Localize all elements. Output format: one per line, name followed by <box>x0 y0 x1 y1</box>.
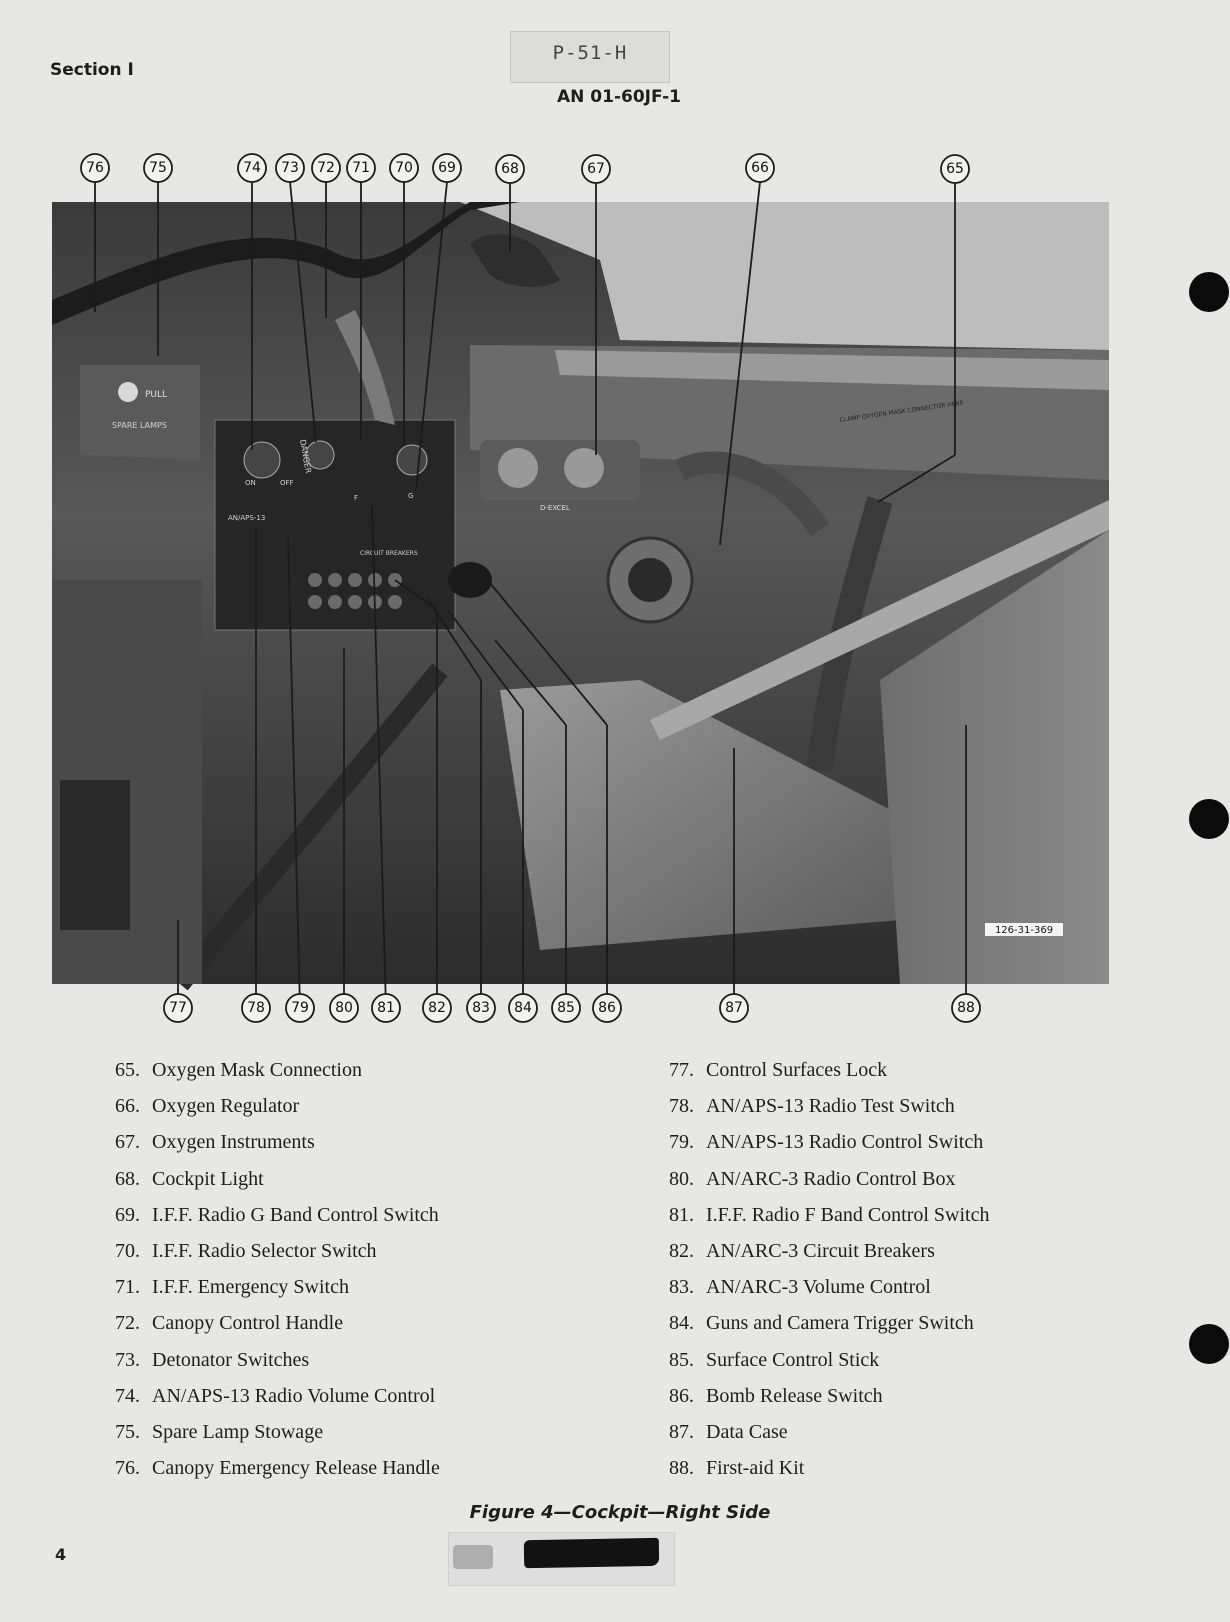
callout-69 <box>433 154 461 182</box>
callout-71 <box>347 154 375 182</box>
iff-f-label: F <box>354 494 359 502</box>
svg-text:70: 70 <box>395 160 413 176</box>
legend-label: AN/APS-13 Radio Control Switch <box>706 1131 984 1154</box>
svg-text:85: 85 <box>557 1000 575 1016</box>
legend-right <box>669 1052 990 1486</box>
callout-73 <box>276 154 304 182</box>
legend-number: 88. <box>669 1457 694 1480</box>
svg-text:75: 75 <box>149 160 167 176</box>
legend-label: AN/APS-13 Radio Volume Control <box>152 1384 436 1407</box>
callout-86 <box>593 994 621 1022</box>
control-stick-grip <box>448 562 492 598</box>
circuit-breakers-label: CIRCUIT BREAKERS <box>360 550 418 557</box>
legend-label: AN/ARC-3 Circuit Breakers <box>706 1240 935 1263</box>
legend-item-82 <box>669 1233 990 1269</box>
page-number: 4 <box>55 1545 67 1564</box>
an-aps-13-label: AN/APS-13 <box>228 514 266 522</box>
svg-text:73: 73 <box>281 160 299 176</box>
callout-88 <box>952 994 980 1022</box>
callout-68 <box>496 155 524 183</box>
legend-item-85 <box>669 1342 990 1378</box>
cockpit-photo <box>52 202 1109 984</box>
aps-off-label: OFF <box>280 479 294 487</box>
callout-85 <box>552 994 580 1022</box>
legend-number: 76. <box>115 1457 140 1480</box>
callout-72 <box>312 154 340 182</box>
legend-item-86 <box>669 1378 990 1414</box>
section-label: Section I <box>50 60 134 80</box>
photo-id-label: 126-31-369 <box>994 925 1054 936</box>
legend-left <box>115 1052 440 1486</box>
legend-number: 77. <box>669 1059 694 1081</box>
volume-knob-icon <box>244 442 280 478</box>
callout-84 <box>509 994 537 1022</box>
svg-text:86: 86 <box>598 1000 616 1016</box>
callout-75 <box>144 154 172 182</box>
legend-label: Oxygen Regulator <box>152 1095 300 1118</box>
legend-label: Control Surfaces Lock <box>706 1059 888 1081</box>
legend-number: 86. <box>669 1384 694 1407</box>
callout-80 <box>330 994 358 1022</box>
legend-label: I.F.F. Radio Selector Switch <box>152 1240 377 1263</box>
legend-number: 73. <box>115 1348 140 1371</box>
legend-item-65 <box>115 1052 440 1088</box>
callout-65 <box>941 155 969 183</box>
legend-item-77 <box>669 1052 990 1088</box>
spare-lamps-label: SPARE LAMPS <box>112 421 167 430</box>
callout-78 <box>242 994 270 1022</box>
legend-number: 68. <box>115 1167 140 1190</box>
legend-label: Canopy Emergency Release Handle <box>152 1457 440 1480</box>
binder-hole-icon <box>1189 1324 1229 1364</box>
callout-83 <box>467 994 495 1022</box>
selector-knob-icon <box>397 445 427 475</box>
legend-item-78 <box>669 1088 990 1124</box>
svg-text:81: 81 <box>377 1000 395 1016</box>
legend-item-80 <box>669 1161 990 1197</box>
binder-hole-icon <box>1189 799 1229 839</box>
callout-82 <box>423 994 451 1022</box>
legend-number: 85. <box>669 1348 694 1371</box>
callout-81 <box>372 994 400 1022</box>
legend-item-88 <box>669 1450 990 1486</box>
clamp-notice-label: CLAMP OXYGEN MASK CONNECTOR HERE <box>839 399 965 424</box>
legend-label: Bomb Release Switch <box>706 1384 883 1407</box>
legend-item-70 <box>115 1233 440 1269</box>
callout-79 <box>286 994 314 1022</box>
maker-label: D-EXCEL <box>540 504 570 512</box>
document-code: AN 01-60JF-1 <box>557 87 681 107</box>
legend-number: 65. <box>115 1059 140 1081</box>
svg-text:83: 83 <box>472 1000 490 1016</box>
legend-item-71 <box>115 1269 440 1305</box>
svg-text:82: 82 <box>428 1000 446 1016</box>
danger-label: DANGER <box>298 438 313 475</box>
legend-number: 83. <box>669 1276 694 1299</box>
svg-text:79: 79 <box>291 1000 309 1016</box>
legend-item-72 <box>115 1305 440 1341</box>
legend-item-75 <box>115 1414 440 1450</box>
legend-label: AN/ARC-3 Radio Control Box <box>706 1167 956 1190</box>
legend-item-67 <box>115 1124 440 1160</box>
svg-text:88: 88 <box>957 1000 975 1016</box>
spare-lamp-box <box>80 365 200 460</box>
legend-label: Canopy Control Handle <box>152 1312 344 1335</box>
legend-number: 69. <box>115 1203 140 1226</box>
legend-item-69 <box>115 1197 440 1233</box>
svg-text:68: 68 <box>501 161 519 177</box>
pull-label: PULL <box>145 390 168 400</box>
legend-number: 75. <box>115 1421 140 1444</box>
legend-label: Spare Lamp Stowage <box>152 1421 324 1444</box>
svg-text:80: 80 <box>335 1000 353 1016</box>
legend-label: Surface Control Stick <box>706 1348 880 1371</box>
svg-text:76: 76 <box>86 160 104 176</box>
svg-text:84: 84 <box>514 1000 532 1016</box>
legend-item-83 <box>669 1269 990 1305</box>
legend-label: First-aid Kit <box>706 1457 805 1480</box>
svg-text:71: 71 <box>352 160 370 176</box>
callout-76 <box>81 154 109 182</box>
cockpit-figure <box>0 150 1230 1040</box>
legend-label: I.F.F. Emergency Switch <box>152 1276 349 1299</box>
legend-item-79 <box>669 1124 990 1160</box>
legend-number: 70. <box>115 1240 140 1263</box>
svg-text:72: 72 <box>317 160 335 176</box>
figure-caption: Figure 4—Cockpit—Right Side <box>469 1502 771 1523</box>
legend-label: Detonator Switches <box>152 1348 310 1371</box>
spare-lamp-knob-icon <box>118 382 138 402</box>
legend-number: 66. <box>115 1095 140 1118</box>
legend-label: AN/APS-13 Radio Test Switch <box>706 1095 955 1118</box>
svg-text:87: 87 <box>725 1000 743 1016</box>
legend-number: 87. <box>669 1421 694 1444</box>
callouts-top <box>81 154 969 183</box>
svg-text:77: 77 <box>169 1000 187 1016</box>
cockpit-figure-svg <box>0 150 1230 1040</box>
aircraft-stamp <box>510 31 670 83</box>
callout-87 <box>720 994 748 1022</box>
legend-item-87 <box>669 1414 990 1450</box>
redaction-stamp <box>448 1532 675 1586</box>
iff-g-label: G <box>408 492 414 500</box>
svg-text:67: 67 <box>587 161 605 177</box>
legend-label: Oxygen Instruments <box>152 1131 315 1154</box>
binder-hole-icon <box>1189 272 1229 312</box>
callout-77 <box>164 994 192 1022</box>
svg-text:66: 66 <box>751 160 769 176</box>
legend-number: 80. <box>669 1167 694 1190</box>
callout-74 <box>238 154 266 182</box>
aircraft-stamp-text: P-51-H <box>552 42 628 64</box>
callouts-bottom <box>164 994 980 1022</box>
legend-item-84 <box>669 1305 990 1341</box>
aps-on-label: ON <box>245 479 256 487</box>
legend-item-66 <box>115 1088 440 1124</box>
legend-label: Oxygen Mask Connection <box>152 1059 362 1081</box>
svg-text:65: 65 <box>946 161 964 177</box>
callout-66 <box>746 154 774 182</box>
legend-item-74 <box>115 1378 440 1414</box>
legend-number: 81. <box>669 1203 694 1226</box>
legend-item-81 <box>669 1197 990 1233</box>
legend-label: I.F.F. Radio G Band Control Switch <box>152 1203 439 1226</box>
legend-number: 84. <box>669 1312 694 1335</box>
redaction-smudge <box>453 1545 493 1569</box>
svg-text:74: 74 <box>243 160 261 176</box>
callout-70 <box>390 154 418 182</box>
legend-item-68 <box>115 1161 440 1197</box>
legend-number: 71. <box>115 1276 140 1299</box>
legend-label: Cockpit Light <box>152 1167 264 1190</box>
legend-number: 82. <box>669 1240 694 1263</box>
svg-text:78: 78 <box>247 1000 265 1016</box>
legend-number: 78. <box>669 1095 694 1118</box>
legend-item-73 <box>115 1342 440 1378</box>
legend-label: Data Case <box>706 1421 788 1444</box>
legend-number: 67. <box>115 1131 140 1154</box>
legend-number: 79. <box>669 1131 694 1154</box>
legend-label: Guns and Camera Trigger Switch <box>706 1312 974 1335</box>
legend-number: 74. <box>115 1384 140 1407</box>
redaction-bar <box>524 1538 659 1568</box>
svg-text:69: 69 <box>438 160 456 176</box>
legend-label: AN/ARC-3 Volume Control <box>706 1276 931 1299</box>
callout-67 <box>582 155 610 183</box>
legend-item-76 <box>115 1450 440 1486</box>
legend-label: I.F.F. Radio F Band Control Switch <box>706 1203 990 1226</box>
legend-number: 72. <box>115 1312 140 1335</box>
